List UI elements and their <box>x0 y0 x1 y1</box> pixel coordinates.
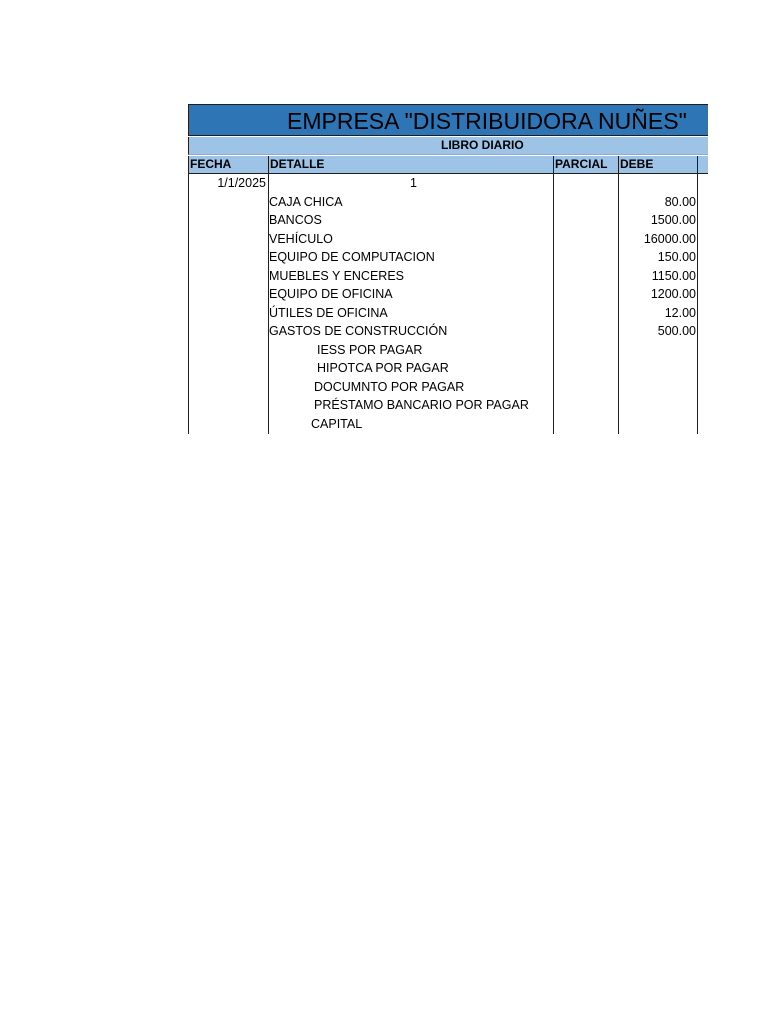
column-header-row <box>188 156 708 174</box>
cell-detalle: MUEBLES Y ENCERES <box>269 268 405 283</box>
table-row <box>189 304 709 323</box>
table-row <box>189 396 709 415</box>
cell-detalle: 1 <box>410 176 417 190</box>
cell-detalle: IESS POR PAGAR <box>317 342 423 357</box>
cell-debe: 12.00 <box>664 305 696 320</box>
table-row <box>189 230 709 249</box>
cell-detalle: HIPOTCA POR PAGAR <box>317 361 449 375</box>
cell-detalle: DOCUMNTO POR PAGAR <box>314 379 465 394</box>
journal-body <box>188 174 708 434</box>
column-header-debe: DEBE <box>620 157 654 171</box>
cell-detalle: PRÉSTAMO BANCARIO POR PAGAR <box>314 398 529 412</box>
column-divider <box>553 156 554 173</box>
cell-detalle: EQUIPO DE COMPUTACION <box>269 250 435 264</box>
company-title: EMPRESA "DISTRIBUIDORA NUÑES" <box>287 108 687 134</box>
cell-detalle: EQUIPO DE OFICINA <box>269 287 393 301</box>
table-row <box>189 211 709 230</box>
cell-fecha: 1/1/2025 <box>217 176 266 190</box>
subtitle-bar <box>188 137 708 155</box>
cell-debe: 1200.00 <box>650 287 696 301</box>
cell-detalle: BANCOS <box>269 213 322 227</box>
column-header-fecha: FECHA <box>190 157 232 171</box>
table-row <box>189 193 709 212</box>
table-row <box>189 415 709 434</box>
column-divider <box>268 156 269 173</box>
cell-debe: 1150.00 <box>651 268 696 283</box>
column-divider <box>697 156 698 173</box>
table-row <box>189 285 709 304</box>
table-row <box>189 378 709 397</box>
cell-detalle: GASTOS DE CONSTRUCCIÓN <box>269 324 448 338</box>
cell-debe: 500.00 <box>657 324 696 338</box>
table-row <box>189 341 709 360</box>
cell-detalle: VEHÍCULO <box>269 231 333 246</box>
column-header-detalle: DETALLE <box>270 157 325 171</box>
cell-debe: 16000.00 <box>643 231 696 246</box>
table-row <box>189 267 709 286</box>
table-row <box>189 174 709 193</box>
cell-detalle: CAPITAL <box>311 416 363 431</box>
table-row <box>189 322 709 341</box>
cell-debe: 1500.00 <box>650 213 696 227</box>
cell-detalle: CAJA CHICA <box>269 194 343 209</box>
libro-diario-label: LIBRO DIARIO <box>441 138 524 152</box>
column-divider <box>618 156 619 173</box>
cell-detalle: ÚTILES DE OFICINA <box>269 305 388 320</box>
libro-diario-sheet <box>188 104 708 434</box>
table-row <box>189 248 709 267</box>
cell-debe: 80.00 <box>664 194 696 209</box>
table-row <box>189 359 709 378</box>
title-bar <box>188 104 708 136</box>
cell-debe: 150.00 <box>657 250 696 264</box>
column-header-parcial: PARCIAL <box>555 157 608 171</box>
